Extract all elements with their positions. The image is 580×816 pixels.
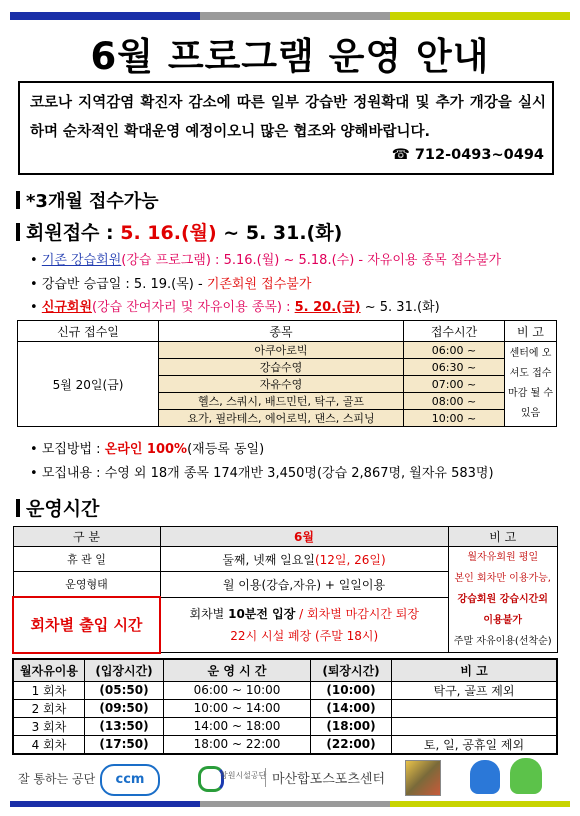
notice-box (18, 81, 554, 175)
line-recruit-method: • 모집방법 : 온라인 100%(재등록 동일) (30, 442, 265, 457)
city-emblem-icon (405, 760, 441, 796)
line-promotion-day: • 강습반 승급일 : 5. 19.(목) - 기존회원 접수불가 (30, 277, 312, 292)
mascot-blue-icon (470, 760, 500, 794)
mascot-green-icon (510, 758, 542, 794)
section-receipt-period: *3개월 접수가능 (16, 187, 159, 213)
section-member-receipt: 회원접수 : 5. 16.(월) ~ 5. 31.(화) (16, 218, 342, 245)
slogan: 잘 통하는 공단 (18, 772, 96, 786)
top-stripe (10, 12, 570, 20)
bottom-stripe (10, 801, 570, 807)
section-operation-hours: 운영시간 (16, 494, 99, 521)
line-recruit-content: • 모집내용 : 수영 외 18개 종목 174개반 3,450명(강습 2,867명, 월자유 583명) (30, 466, 494, 481)
ccm-logo: ccm (100, 764, 160, 796)
line-existing-members: • 기존 강습회원(강습 프로그램) : 5.16.(월) ~ 5.18.(수) - 자유이용 종목 접수불가 (30, 253, 502, 268)
session-table: 월자유이용 (입장시간) 운 영 시 간 (퇴장시간) 비 고 1 회차 (05:50) 06:00 ~ 10:00 (10:00) 탁구, 골프 제외 2 회차 (09:50) 10:00 ~ 14:00 (14:00) 3 회차 (13:50) 14:00 ~ 18:00 (18:00) 4 회차 (17:50) 18:00 ~ 22:00 (22:00) 토, 일, 공휴일 제외 (12, 658, 558, 755)
phone-number: ☎ 712-0493~0494 (391, 147, 544, 163)
operation-table: 구 분 6월 비 고 휴 관 일 둘째, 넷째 일요일(12일, 26일) 월자유회원 평일 본인 회차만 이용가능, 강습회원 강습시간외 이용불가 주말 자유이용(선착순) 운영형태 월 이용(강습,자유) + 일일이용 회차별 출입 시간 회차별 10분전 입장 / 회차별 마감시간 퇴장 22시 시설 폐장 (주말 18시) (12, 526, 558, 654)
notice-text: 코로나 지역감염 확진자 감소에 따른 일부 강습반 정원확대 및 추가 개강을 실시하며 순차적인 확대운영 예정이오니 많은 협조와 양해바랍니다. (30, 95, 546, 140)
center-name: 마산합포스포츠센터 (265, 768, 385, 787)
page-title: 6월 프로그램 운영 안내 (90, 35, 490, 78)
line-new-members: • 신규회원(강습 잔여자리 및 자유이용 종목) : 5. 20.(금) ~ 5. 31.(화) (30, 300, 440, 315)
new-receipt-table: 신규 접수일 종목 접수시간 비 고 5월 20일(금) 아쿠아로빅 06:00 ~ 센터에 오셔도 접수 마감 될 수 있음 강습수영 06:30 ~ 자유수영 07:00 ~ 헬스, 스쿼시, 배드민턴, 탁구, 골프 08:00 ~ 요가, 필라테스, 에어로빅, 댄스, 스피닝 10:00 ~ (17, 320, 557, 427)
org-name: 창원시설공단 (220, 771, 267, 780)
